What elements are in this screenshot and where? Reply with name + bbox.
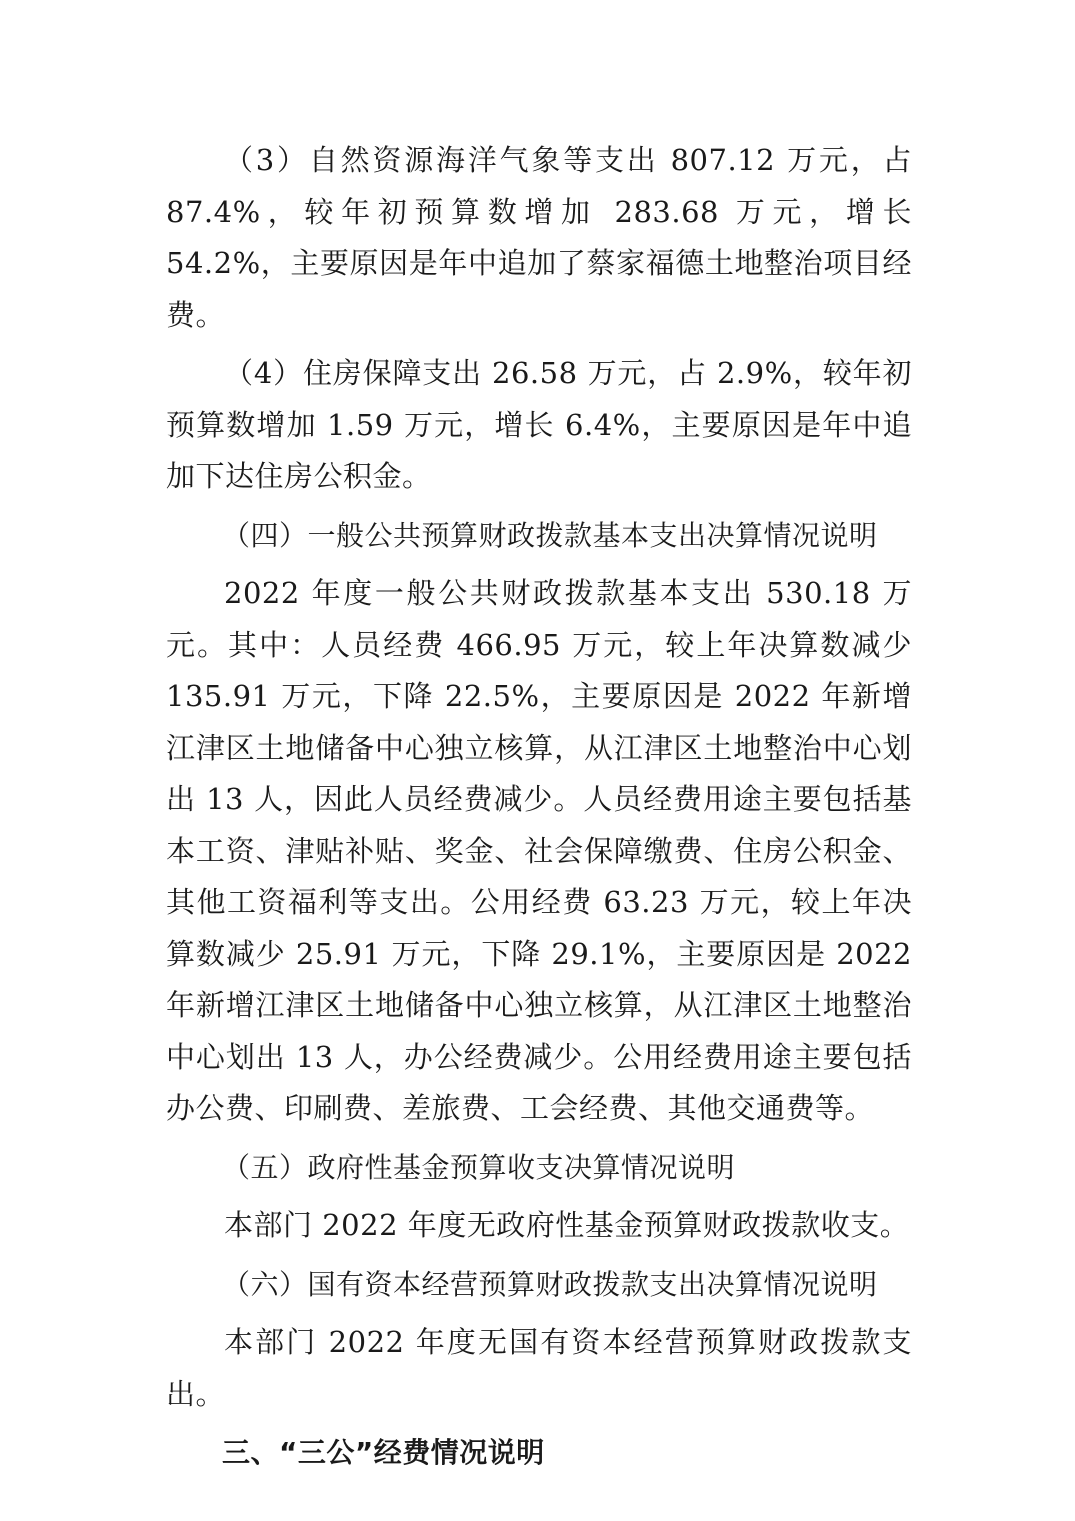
paragraph-basic-expenditure: 2022 年度一般公共财政拨款基本支出 530.18 万元。其中：人员经费 466.95 万元，较上年决算数减少 135.91 万元，下降 22.5%，主要原因是 2022 年新增江津区土地储备中心独立核算，从江津区土地整治中心划出 13 人，因此人员经费减少。人员经费用途主要包括基本工资、津贴补贴、奖金、社会保障缴费、住房公积金、其他工资福利等支出。公用经费 63.23 万元，较上年决算数减少 25.91 万元，下降 29.1%，主要原因是 2022 年新增江津区土地储备中心独立核算，从江津区土地整治中心划出 13 人，办公经费减少。公用经费用途主要包括办公费、印刷费、差旅费、工会经费、其他交通费等。 [166, 576, 912, 1125]
paragraph-government-fund: 本部门 2022 年度无政府性基金预算财政拨款收支。 [224, 1208, 910, 1242]
paragraph-state-capital: 本部门 2022 年度无国有资本经营预算财政拨款支出。 [166, 1325, 912, 1411]
section-heading-basic-expenditure: （四）一般公共预算财政拨款基本支出决算情况说明 [222, 518, 878, 552]
document-body [166, 135, 912, 1479]
section-heading-government-fund: （五）政府性基金预算收支决算情况说明 [222, 1150, 736, 1184]
chapter-heading-three-public-expenses: 三、“三公”经费情况说明 [222, 1436, 545, 1469]
section-heading-state-capital: （六）国有资本经营预算财政拨款支出决算情况说明 [222, 1267, 878, 1301]
paragraph-natural-resources-expenditure: （3）自然资源海洋气象等支出 807.12 万元，占 87.4%，较年初预算数增加 283.68 万元，增长 54.2%，主要原因是年中追加了蔡家福德土地整治项目经费。 [166, 143, 912, 332]
paragraph-housing-expenditure: （4）住房保障支出 26.58 万元，占 2.9%，较年初预算数增加 1.59 万元，增长 6.4%，主要原因是年中追加下达住房公积金。 [166, 356, 912, 493]
